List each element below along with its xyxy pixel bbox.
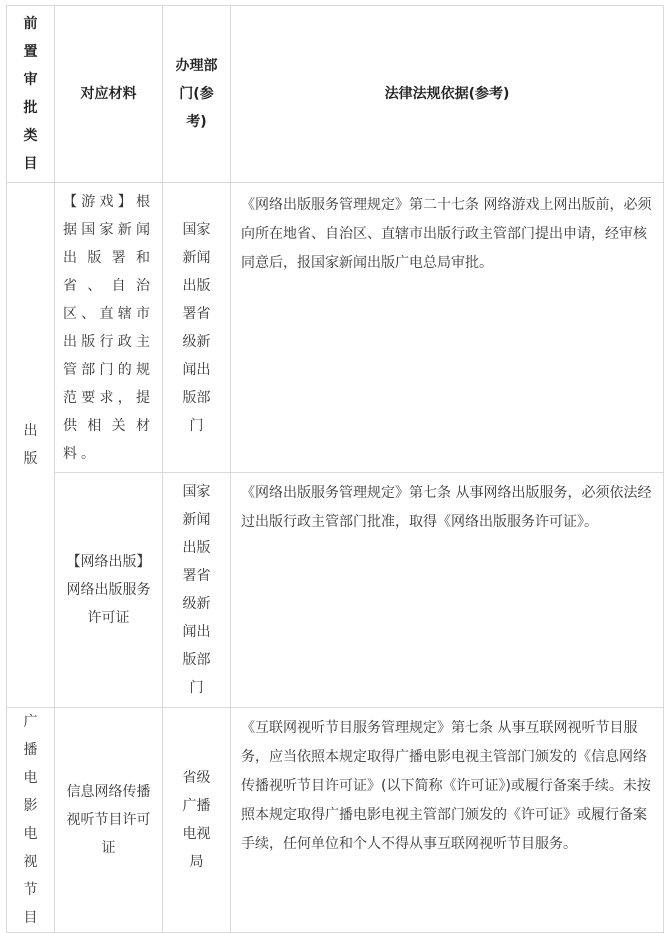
material-cell: 【网络出版】网络出版服务许可证 [55, 473, 163, 708]
header-category: 前置审批类目 [7, 6, 55, 183]
material-cell: 信息网络传播视听节目许可证 [55, 708, 163, 933]
department-cell: 国家新闻出版署省级新闻出版部门 [163, 473, 231, 708]
law-cell: 《网络出版服务管理规定》第二十七条 网络游戏上网出版前，必须向所在地省、自治区、直辖市出版行政主管部门提出申请，经审核同意后，报国家新闻出版广电总局审批。 [231, 183, 664, 473]
law-cell: 《网络出版服务管理规定》第七条 从事网络出版服务，必须依法经过出版行政主管部门批准，取得《网络出版服务许可证》。 [231, 473, 664, 708]
category-cell: 广播电影电视节目 [7, 708, 55, 933]
department-cell: 省级广播电视局 [163, 708, 231, 933]
header-department: 办理部门(参考) [163, 6, 231, 183]
table-row [7, 708, 664, 933]
category-cell: 出版 [7, 183, 55, 708]
law-cell: 《互联网视听节目服务管理规定》第七条 从事互联网视听节目服务，应当依照本规定取得广播电影电视主管部门颁发的《信息网络传播视听节目许可证》(以下简称《许可证》)或履行备案手续。未按照本规定取得广播电影电视主管部门颁发的《许可证》或履行备案手续，任何单位和个人不得从事互联网视听节目服务。 [231, 708, 664, 933]
header-material: 对应材料 [55, 6, 163, 183]
department-cell: 国家新闻出版署省级新闻出版部门 [163, 183, 231, 473]
header-row [7, 6, 664, 183]
material-cell: 【游戏】根据国家新闻出版署和省、自治区、直辖市出版行政主管部门的规范要求，提供相关材料。 [55, 183, 163, 473]
header-law: 法律法规依据(参考) [231, 6, 664, 183]
table-row [7, 183, 664, 473]
approval-table [6, 5, 664, 933]
table-row [7, 473, 664, 708]
